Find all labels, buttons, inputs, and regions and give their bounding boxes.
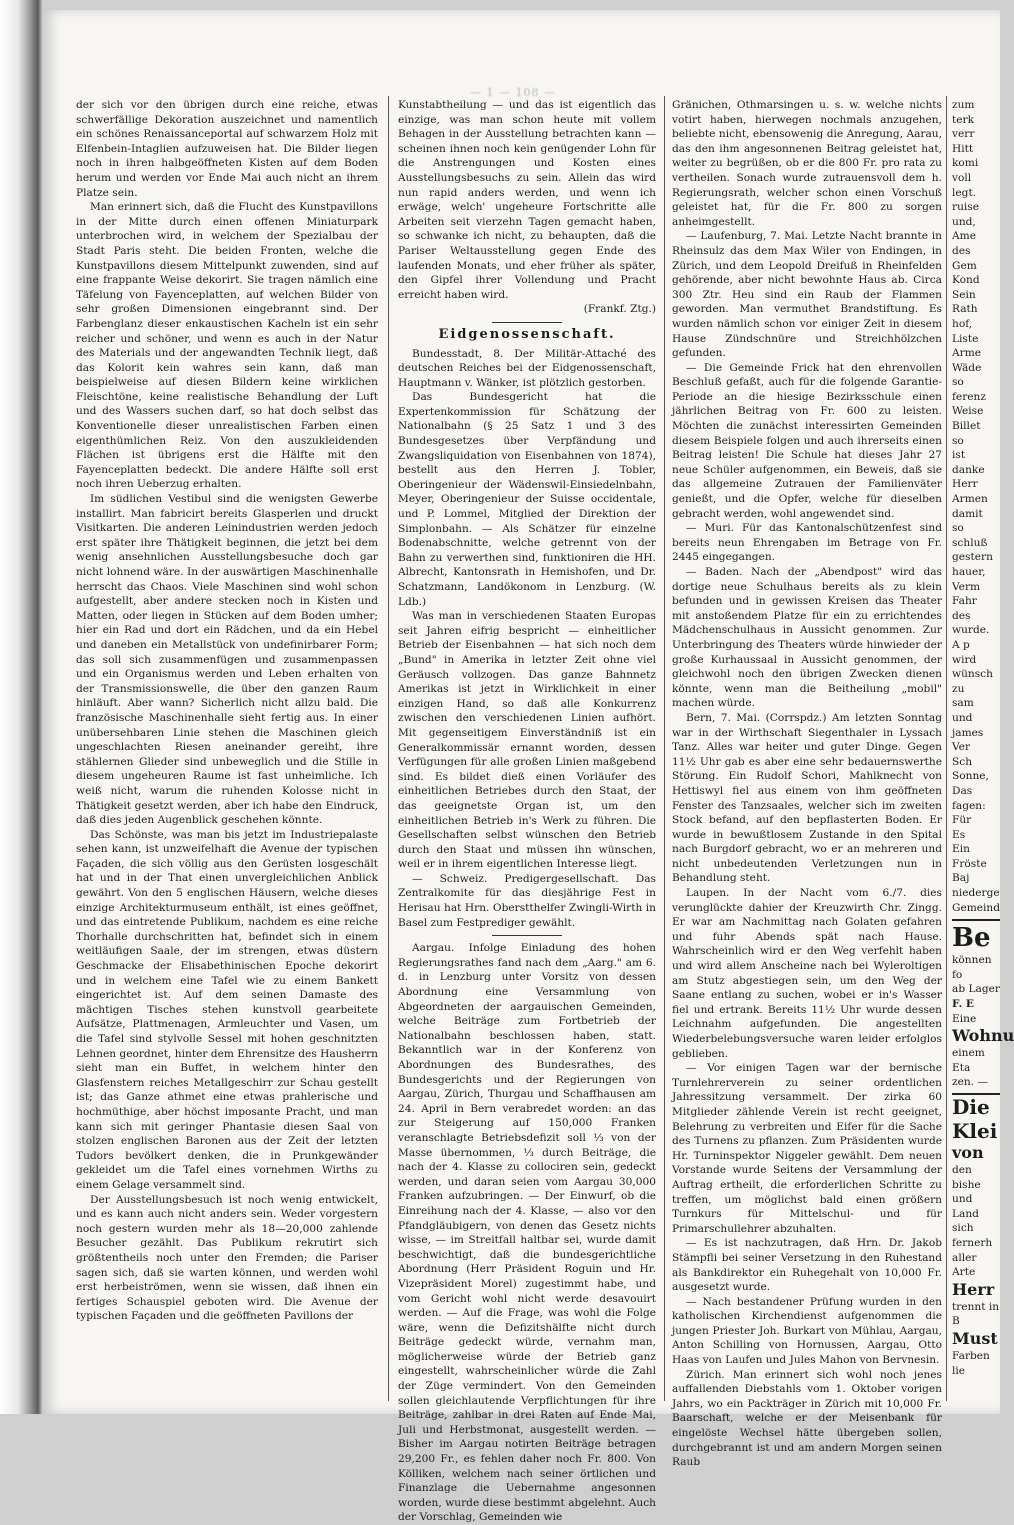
text-fragment: Sonne, [952,770,989,783]
paragraph: Das Bundesgericht hat die Expertenkommission für Schätzung der Nationalbahn (§ 25 Satz 1 und 3 des Bundesgesetzes über Verpfändung und Zwangsliquidation von Eisenbahnen von 1874), bestellt aus den Herren J. Tobler, Oberingenieur der Wädenswil-Einsiedelnbahn, Meyer, Oberingenieur der Suisse occidentale, und P. Lommel, Mitglied der Direktion der Simplonbahn. — Als Schätzer für einzelne Bodenabschnitte, welche getrennt von der Bahn zu verwerthen sind, funktioniren die HH. Albrecht, Kantonsrath in Hemishofen, und Dr. Schatzmann, Landökonom in Lenzburg. (W. Ldb.) [398,391,656,608]
paragraph: — Laufenburg, 7. Mai. Letzte Nacht brannte in Rheinsulz das dem Max Wiler von Endingen, in Zürich, und dem Leopold Dreifuß in Rheinfelden gehörende, aber nicht bewohnte Haus ab. Circa 300 Ztr. Heu sind ein Raub der Flammen geworden. Man vermuthet Brandstiftung. Es wurden nämlich schon vor einiger Zeit in diesem Hause Zündschnüre und Streichhölzchen gefunden. [672,230,942,360]
advertisement-fragment [952,919,1014,1378]
ad-line: den bishe [952,1164,981,1191]
paragraph: — Muri. Für das Kantonalschützenfest sind bereits neun Ehrengaben im Betrage von Fr. 2445 eingegangen. [672,522,942,564]
paragraph: Bern, 7. Mai. (Corrspdz.) Am letzten Sonntag war in der Wirthschaft Siegenthaler in Lyssach Tanz. Alles war heiter und guter Dinge. Gegen 11½ Uhr gab es aber eine sehr bedauernswerthe Störung. Ein Rudolf Schori, Mahlknecht von Hettiswyl fiel aus einem von ihm geöffneten Fenster des Tanzsaales, welcher sich im zweiten Stock befand, auf den bepflasterten Boden. Er wurde in bewußtlosem Zustande in den Spital nach Burgdorf gebracht, wo er an mehreren und nicht unbedeutenden Verletzungen nun in Behandlung steht. [672,711,942,885]
text-fragment: sam [952,697,974,710]
column-rule-1 [388,96,389,1401]
ad-line: trennt in B [952,1300,1000,1328]
text-fragment: Das [952,784,973,797]
text-fragment: des [952,244,971,257]
paragraph: Bundesstadt, 8. Der Militär-Attaché des deutschen Reiches bei der Eidgenossenschaft, Hauptmann v. Wänker, ist plötzlich gestorben. [398,347,656,389]
text-fragment: james [952,726,984,739]
text-fragment: Gemeind [952,901,1001,914]
ad-line: und Land [952,1193,979,1220]
ad-line: Eine [952,1012,977,1025]
text-fragment: Billet [952,420,981,433]
ad-line: aller Arte [952,1251,977,1279]
text-fragment: Herr [952,478,978,491]
text-fragment: Arme [952,347,982,360]
text-fragment: danke [952,463,985,476]
paragraph: — Schweiz. Predigergesellschaft. Das Zentralkomite für das diesjährige Fest in Herisau hat Hrn. Oberstthelfer Zwingli-Wirth in Basel zum Festprediger gewählt. [398,872,656,929]
paragraph: Zürich. Man erinnert sich wohl noch jenes auffallenden Diebstahls vom 1. Oktober vorigen Jahrs, wo ein Packträger in Zürich mit 10,000 Fr. Baarschaft, welche er der Meisenbank für eingelöste Wechsel hätte übergeben sollen, durchgebrannt ist und am andern Morgen seinen Raub [672,1368,942,1469]
text-fragment: A p [952,638,970,651]
text-fragment: Ame [952,230,976,243]
text-fragment: Fahr [952,595,977,608]
text-fragment: Armen [952,493,988,506]
text-fragment: Ein [952,843,970,856]
text-fragment: Kond [952,274,980,287]
text-fragment: so [952,376,964,389]
section-heading: Eidgenossenschaft. [438,326,616,342]
ad-line: einem Eta [952,1047,985,1074]
ad-line: zen. — [952,1076,989,1089]
text-fragment: Für [952,814,972,827]
text-fragment: Gem [952,259,977,272]
paragraph: — Vor einigen Tagen war der bernische Turnlehrerverein zu seiner ordentlichen Jahressitzung versammelt. Der zirka 60 Mitglieder zählende Verein ist recht geeignet, Belehrung zu verbreiten und Eifer für die Sache des Turnens zu pflanzen. Zum Präsidenten wurde Hr. Turninspektor Niggeler gewählt. Dem neuen Vorstande wurde Seitens der Versammlung der Auftrag ertheilt, die erforderlichen Schritte zu treffen, um möglichst bald einen größern Turnkurs für Mittelschul- und für Primarschullehrer abzuhalten. [672,1062,942,1235]
paragraph: Gränichen, Othmarsingen u. s. w. welche nichts votirt haben, hierwegen nochmals anzugehen, beliebte nicht, ebensowenig die Anregung, Aarau, das den ihm angesonnenen Beitrag geleistet hat, weiter zu begrüßen, ob er die 800 Fr. pro rata zu vertheilen. Sonach wurde zutrauensvoll dem h. Regierungsrath, welcher schon einen Vorschuß geleistet hat, für die Fr. 800 zu sorgen anheimgestellt. [672,99,942,228]
text-fragment: Sch [952,755,973,768]
ad-line: ab Lager [952,983,1000,996]
paragraph: — Es ist nachzutragen, daß Hrn. Dr. Jakob Stämpfli bei seiner Versetzung in den Ruhestand als Bankdirektor ein Ruhegehalt von 10,000 Fr. ausgesetzt wurde. [672,1237,942,1294]
paragraph: Das Schönste, was man bis jetzt im Industriepalaste sehen kann, ist unzweifelhaft die Avenue der typischen Façaden, die sich völlig aus den Gerüsten losgeschält hat und in der That einen unvergleichlichen Anblick gewährt. Von den 5 englischen Häusern, welche dieses einzige Architekturmuseum enthält, ist eines geöffnet, und das eintretende Publikum, nachdem es eine reiche Thorhalle durchschritten hat, befindet sich in einem weitläufigen Saale, der im strengen, etwas düstern Geschmacke der Elisabethinischen Epoche dekorirt und in welchem eine Tafel wie zu einem Bankett eingerichtet ist. Auf dem seinen Damaste des mächtigen Tisches stehen kunstvoll gearbeitete Aufsätze, Plattmenagen, Armleuchter und Vasen, um die Tafel sind stylvolle Sessel mit hohen geschnitzten Lehnen geordnet, hinter dem Ehrensitze des Hausherrn sieht man ein Buffet, in welchem hinter den Glasfenstern reiches Metallgeschirr zur Schau gestellt ist; das Ganze athmet eine etwas prahlerische und hochmüthige, aber höchst imposante Pracht, und man kann sich mit geringer Phantasie diesen Saal von stolzen englischen Baronen aus der Zeit der letzten Tudors bevölkert denken, die in Prunkgewänder gekleidet um die Tafel eines vornehmen Wirths zu einem Gelage versammelt sind. [76,828,378,1191]
text-fragment: und, [952,215,976,228]
text-fragment: ferenz [952,390,986,403]
text-fragment: legt. [952,186,977,199]
text-fragment: Weise [952,405,984,418]
text-fragment: terk [952,113,975,126]
column-1 [76,98,378,1398]
paragraph: Laupen. In der Nacht vom 6./7. dies verunglückte dahier der Kreuzwirth Chr. Zingg. Er war am Nachmittag nach Golaten gefahren und fuhr Abends spät nach Hause. Wahrscheinlich wird er den Weg verfehlt haben und wird allem Anscheine nach bei Wyleroltigen am Stutz abgestiegen sein, um den Weg der Saane entlang zu suchen, wobei er in's Wasser fiel und ertrank. Bereits 11½ Uhr wurde dessen Leichnahm aufgefunden. Die angestellten Wiederbelebungsversuche waren leider erfolglos geblieben. [672,887,942,1060]
text-fragment: Baj [952,872,970,885]
text-fragment: Es [952,828,966,841]
ad-line: Farben lie [952,1349,990,1377]
text-fragment: fagen: [952,799,986,812]
text-fragment: so [952,434,964,447]
paragraph: Man erinnert sich, daß die Flucht des Kunstpavillons in der Mitte durch einen offenen Miniaturpark unterbrochen wird, in welchem der Spezialbau der Stadt Paris steht. Die beiden Fronten, welche die Kunstpavillons diesem Mittelpunkt zuwenden, sind auf eine frappante Weise dekorirt. Sie tragen nämlich eine Täfelung von Fayenceplatten, auf welchen Bilder von sehr großen Dimensionen eingebrannt sind. Der Farbenglanz dieser enkaustischen Kacheln ist ein sehr reicher und schöner, und wenn es auch in der Natur des Materials und der angewandten Technik liegt, daß das Kolorit kein wahres sein kann, daß man beispielweise auf diesen Bildern keine wirklichen Fleischtöne, keine realistische Behandlung der Luft und des Wassers suchen darf, so hat doch selbst das Konventionelle dieser unrealistischen Farben einen eigenthümlichen Reiz. Von den auszukleidenden Flächen ist übrigens erst die Hälfte mit den Fayenceplatten bedeckt. Die andere Hälfte soll erst noch ihren Ueberzug erhalten. [76,201,378,491]
paragraph: — Die Gemeinde Frick hat den ehrenvollen Beschluß gefaßt, auch für die folgende Garantie-Periode an die hiesige Bezirksschule einen jährlichen Beitrag von Fr. 600 zu leisten. Möchten die zunächst interessirten Gemeinden diesem Beispiele folgen und auch ihrerseits einen Beitrag leisten! Die Schule hat dieses Jahr 27 neue Schüler aufgenommen, ein Beweis, daß sie das allgemeine Zutrauen der Familienväter genießt, und die Opfer, welche für dieselben gebracht werden, wohl angewendet sind. [672,361,942,520]
ad-subhead: Must [952,1328,998,1348]
text-fragment: zum [952,99,975,111]
text-fragment: Verm [952,580,981,593]
ad-subhead: Wohnu [952,1026,1014,1046]
text-fragment: Hitt [952,142,974,155]
text-fragment: hauer, [952,566,986,578]
paragraph: Aargau. Infolge Einladung des hohen Regierungsrathes fand nach dem „Aarg." am 6. d. in Lenzburg unter Vorsitz von dessen Abordnung eine Versammlung von Abgeordneten der aargauischen Gemeinden, welche Beiträge zum Fortbetrieb der Nationalbahn beschlossen haben, statt. Bekanntlich war in der Konferenz von Abordnungen des Bundesrathes, des Bundesgerichts und der Regierungen von Aargau, Zürich, Thurgau und Schaffhausen am 24. April in Bern verabredet worden: an das zur Steigerung auf 150,000 Franken veranschlagte Betriebsdefizit soll ⅓ von der Masse übernommen, ⅓ durch Beiträge, die nach der 4. Klasse zu collociren sein, gedeckt werden, und daran seien vom Aargau 30,000 Franken aufzubringen. — Der Einwurf, ob die Einreihung nach der 4. Klasse, — also vor den Pfandgläubigern, von denen das Gesetz nichts wisse, — im Streitfall haltbar sei, wurde damit beschwichtigt, daß die bundesgerichtliche Abordnung (Herr Präsident Roguin und Hr. Vizepräsident Morel) zugestimmt habe, und vom Gericht wohl nicht werde desavouirt werden. — Auf die Frage, was wohl die Folge wäre, wenn die Defizitshälfte nicht durch Beiträge gedeckt würde, vernahm man, möglicherweise würde der Betrieb ganz eingestellt, wahrscheinlicher würde die Zahl der Züge vermindert. Von den Gemeinden sollen gleichlautende Verpflichtungen für ihre Beiträge, zahlbar in drei Raten auf Ende Mai, Juli und Herbstmonat, ausgestellt werden. — Bisher im Aargau notirten Beiträge betragen 29,200 Fr., es fehlen daher noch Fr. 800. Von Kölliken, welchem nach seiner örtlichen und Finanzlage die Uebernahme angesonnen worden, wurde diese bestimmt abgelehnt. Auch der Vorschlag, Gemeinden wie [398,942,656,1524]
column-rule-3 [946,96,947,1401]
column-3 [672,98,942,1469]
paragraph: Was man in verschiedenen Staaten Europas seit Jahren eifrig bespricht — einheitlicher Betrieb der Eisenbahnen — hat sich noch dem „Bund" in Amerika in letzter Zeit ohne viel Geräusch vollzogen. Das ganze Bahnnetz Amerikas ist jetzt in Wirklichkeit in einer einzigen Hand, so daß alle Konkurrenz zwischen den verschiedenen Linien aufhört. Mit gegenseitigem Einverständniß ist ein Generalkommissär ernannt worden, dessen Verfügungen für alle großen Linien maßgebend sind. Es bildet dieß einen Vorläufer des einheitlichen Betriebes durch den Staat, der das geeignetste Organ ist, um den einheitlichen Betrieb in's Werk zu führen. Die Gesellschaften selbst wünschen den Betrieb durch den Staat und müssen ihn wünschen, weil er in ihrem eigentlichen Interesse liegt. [398,610,656,871]
source-credit: (Frankf. Ztg.) [583,303,656,316]
text-fragment: wird [952,653,977,666]
text-fragment: gestern [952,551,993,564]
column-2 [398,98,656,1524]
ad-line: F. E [952,998,974,1011]
faint-masthead: — 1 — 108 — [470,86,556,99]
ad-headline: Be [952,923,991,954]
column-rule-2 [664,96,665,1401]
paragraph: — Nach bestandener Prüfung wurden in den katholischen Kirchendienst aufgenommen die jungen Priester Joh. Burkart von Mühlau, Aargau, Anton Schilling von Hornussen, Aargau, Otto Haas von Laufen und Jules Mahon von Bervnesin. [672,1295,942,1367]
column-4-cutoff [952,98,1014,1398]
paragraph: Der Ausstellungsbesuch ist noch wenig entwickelt, und es kann auch nicht anders sein. Weder vorgestern noch gestern wurden mehr als 18—20,000 zahlende Besucher gezählt. Das Publikum rekrutirt sich größtentheils noch unter den Fremden; die Pariser sagen sich, daß sie warten können, und werden wohl erst herbeiströmen, wenn sie wissen, daß ihnen ein fertiges Schauspiel geboten wird. Die Avenue der typischen Façaden und die geöffneten Pavillons der [76,1193,378,1323]
text-fragment: so [952,522,964,535]
text-fragment: und [952,711,973,724]
text-fragment: Sein [952,288,976,301]
text-fragment: hof, [952,317,973,330]
paragraph: Kunstabtheilung — und das ist eigentlich das einzige, was man schon heute mit vollem Behagen in der Ausstellung betrachten kann — scheinen ihnen noch kein genügender Lohn für die Anstrengungen und Kosten eines Ausstellungsbesuchs zu sein. Allein das wird nun rapid anders werden, und wenn ich erwäge, welch' ungeheure Fortschritte alle Arbeiten seit vierzehn Tagen gemacht haben, so schwanke ich nicht, zu behaupten, daß die Pariser Weltausstellung gegen Ende des laufenden Monats, und eher früher als später, den Gipfel ihrer Vollendung und Pracht erreicht haben wird. [398,99,656,301]
text-fragment: damit [952,507,983,520]
ad-subhead: von [952,1143,984,1162]
ad-line: sich fernerh [952,1222,993,1249]
text-fragment: Wäde [952,361,982,374]
text-fragment: des [952,609,971,622]
text-fragment: wurde. [952,624,990,637]
text-fragment: Rath [952,303,978,316]
ad-line: können fo [952,954,992,981]
text-fragment: ist [952,449,966,462]
text-fragment: wünsch [952,668,993,681]
text-fragment: ruise [952,201,979,214]
separator [492,935,562,936]
paragraph: der sich vor den übrigen durch eine reiche, etwas schwerfällige Dekoration auszeichnet und namentlich ein schönes Renaissanceportal auf schwarzem Holz mit Elfenbein-Intaglien aufzuweisen hat. Die Bilder liegen noch in ihren halbgeöffneten Kisten auf dem Boden herum und werden vor Ende Mai auch nicht an ihrem Platze sein. [76,99,378,199]
text-fragment: niederge [952,887,1000,900]
text-fragment: schluß [952,536,988,549]
text-fragment: voll [952,171,972,184]
ad-subhead: Herr [952,1279,995,1299]
text-fragment: zu [952,682,965,695]
fragment-list [952,98,1000,915]
ad-title: Die Klei [952,1093,1000,1143]
text-fragment: komi [952,157,979,170]
scan-binding-edge [0,0,42,1414]
separator [492,322,562,323]
text-fragment: verr [952,128,975,141]
text-fragment: Liste [952,332,979,345]
text-fragment: Ver [952,741,971,754]
text-fragment: Fröste [952,857,987,870]
paragraph: Im südlichen Vestibul sind die wenigsten Gewerbe installirt. Man fabricirt bereits Glasperlen und druckt Visitkarten. Die anderen Leinindustrien werden jedoch erst später ihre Thätigkeit beginnen, die jetzt bei dem wenig ansehnlichen Ausstellungsbesuche doch gar nicht lohnend wäre. In der auswärtigen Maschinenhalle herrscht das Chaos. Viele Maschinen sind wohl schon aufgestellt, aber andere stecken noch in Kisten und Matten, oder liegen in Stücken auf dem Boden umher; hier ein Rad und dort ein Rädchen, und da ein Hebel und daneben ein Metallstück von undefinirbarer Form; das soll sich zusammenfügen und zusammenpassen und ein Organismus werden und Leben erhalten von der Transmissionswelle, die über den ganzen Raum hinläuft. Aber wann? Sicherlich nicht allzu bald. Die französische Maschinenhalle sieht fertig aus. In einer unübersehbaren Linie stehen die Maschinen gleich ungeschlachten Riesen aneinander gereiht, ihre stählernen Glieder sind unbeweglich und die Stille in diesem ungeheuren Raume ist fast unheimliche. Ich weiß nicht, warum die ruhenden Kolosse nicht in Thätigkeit gesetzt werden, aber ich habe den Eindruck, daß dies jeden Augenblick geschehen könnte. [76,493,378,827]
paragraph: — Baden. Nach der „Abendpost" wird das dortige neue Schulhaus bereits als zu klein befunden und in gewissen Kreisen das Theater mit anstoßendem Platze für ein zu errichtendes Mädchenschulhaus in Aussicht genommen. Zur Unterbringung des Theaters würde hinwieder der große Kurhaussaal in Aussicht genommen, der gleichwohl noch den übrigen Zwecken dienen könnte, wenn man die Beitheilung „mobil" machen würde. [672,566,942,710]
